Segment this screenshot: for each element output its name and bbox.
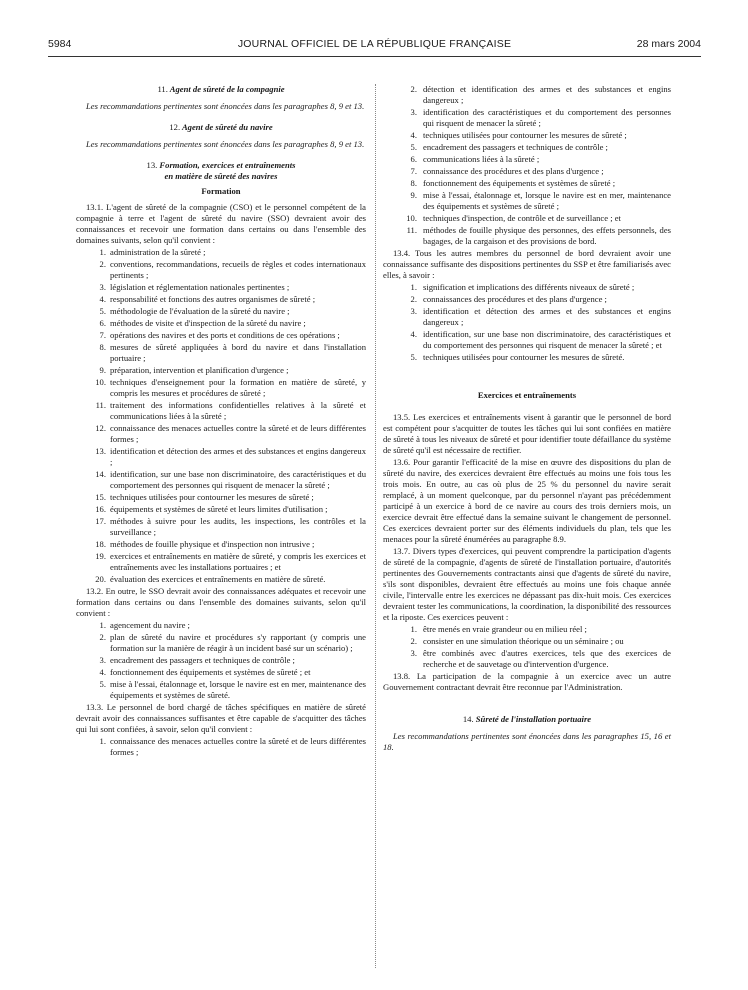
list-item xyxy=(383,648,671,670)
list-item xyxy=(383,178,671,189)
list-item xyxy=(383,130,671,141)
list-item-text: encadrement des passagers et techniques de contrôle ; xyxy=(110,655,295,665)
list-item-number: 11. xyxy=(406,225,417,235)
list-item-text: identification, sur une base non discriminatoire, des caractéristiques et du comportement des personnes qui risquent de menacer la sûreté ; et xyxy=(423,329,671,350)
paragraph-13-8: 13.8. La participation de la compagnie à un exercice avec un autre Gouvernement contractant devrait être reconnue par l'Administration. xyxy=(383,671,671,692)
section-11-heading: 11. Agent de sûreté de la compagnie xyxy=(157,84,285,94)
list-item-number: 2. xyxy=(99,632,106,642)
list-item-text: mise à l'essai, étalonnage et, lorsque le navire est en mer, maintenance des équipements et systèmes de sûreté ; xyxy=(423,190,671,211)
list-item-text: mesures de sûreté appliquées à bord du navire et dans l'installation portuaire ; xyxy=(110,342,366,363)
paragraph-13-5: 13.5. Les exercices et entraînements visent à garantir que le personnel de bord est compétent pour s'acquitter de toutes les tâches qui lui sont confiées en matière de sûreté à tous les niveaux de sûreté et pour identifier toute défaillance du système de sûreté qu'il est nécessaire de rectifier. xyxy=(383,412,671,455)
list-item-number: 3. xyxy=(410,648,417,658)
list-item-text: connaissance des procédures et des plans d'urgence ; xyxy=(423,166,604,176)
list-item xyxy=(383,142,671,153)
list-item-number: 16. xyxy=(95,504,106,514)
list-item-number: 19. xyxy=(95,551,106,561)
list-item-text: méthodologie de l'évaluation de la sûreté du navire ; xyxy=(110,306,290,316)
list-13-1 xyxy=(76,247,366,585)
list-item-number: 3. xyxy=(99,282,106,292)
list-item xyxy=(76,306,366,317)
list-item-number: 3. xyxy=(99,655,106,665)
list-item-number: 5. xyxy=(99,306,106,316)
list-item-number: 1. xyxy=(410,624,417,634)
list-item-text: préparation, intervention et planification d'urgence ; xyxy=(110,365,289,375)
section-13-heading: 13. Formation, exercices et entraînements en matière de sûreté des navires xyxy=(146,160,296,181)
subheading-formation: Formation xyxy=(201,186,241,196)
list-item xyxy=(76,469,366,491)
list-item-number: 10. xyxy=(406,213,417,223)
list-item-number: 4. xyxy=(99,294,106,304)
list-item-number: 8. xyxy=(99,342,106,352)
list-item-number: 10. xyxy=(95,377,106,387)
list-item xyxy=(383,84,671,106)
list-item xyxy=(76,632,366,654)
list-item-number: 4. xyxy=(410,329,417,339)
list-item-text: fonctionnement des équipements et systèmes de sûreté ; et xyxy=(110,667,311,677)
list-item-number: 12. xyxy=(95,423,106,433)
list-item-text: détection et identification des armes et des substances et engins dangereux ; xyxy=(423,84,671,105)
list-13-3-continued xyxy=(383,84,671,247)
list-item xyxy=(383,294,671,305)
list-item xyxy=(383,166,671,177)
list-item xyxy=(76,574,366,585)
list-item xyxy=(76,736,366,758)
list-item-text: responsabilité et fonctions des autres organismes de sûreté ; xyxy=(110,294,316,304)
paragraph-13-6: 13.6. Pour garantir l'efficacité de la mise en œuvre des dispositions du plan de sûreté du navire, des exercices devraient être effectués au moins une fois tous les trois mois. En outre, au cas où plus de 25 % du personnel du navire serait remplacé, à un moment quelconque, par du personnel n'ayant pas précédemment participé à un exercice à bord de ce navire au cours des trois derniers mois, un exercice devrait être effectué dans la semaine suivant le changement de personnel. Ces exercices devraient porter sur des éléments individuels du plan, tels que les menaces pour la sûreté énumérées au paragraphe 8.9. xyxy=(383,457,671,544)
list-13-4 xyxy=(383,282,671,363)
list-item-text: connaissance des menaces actuelles contre la sûreté et de leurs différentes formes ; xyxy=(110,736,366,757)
paragraph-13-2: 13.2. En outre, le SSO devrait avoir des connaissances adéquates et recevoir une formation dans certains ou dans l'ensemble des domaines suivants, selon qu'il convient : xyxy=(76,586,366,618)
list-item-text: équipements et systèmes de sûreté et leurs limites d'utilisation ; xyxy=(110,504,328,514)
list-item-number: 2. xyxy=(99,259,106,269)
list-item-number: 5. xyxy=(410,142,417,152)
list-item xyxy=(383,624,671,635)
list-item-text: méthodes de visite et d'inspection de la sûreté du navire ; xyxy=(110,318,306,328)
list-item xyxy=(76,679,366,701)
list-item-text: méthodes de fouille physique des personnes, des effets personnels, des bagages, de la cargaison et des provisions de bord. xyxy=(423,225,671,246)
list-item-text: identification, sur une base non discriminatoire, des caractéristiques et du comportement des personnes qui risquent de menacer la sûreté ; xyxy=(110,469,366,490)
list-13-2 xyxy=(76,620,366,701)
list-item-text: méthodes de fouille physique et d'inspection non intrusive ; xyxy=(110,539,315,549)
list-item xyxy=(383,329,671,351)
list-item-number: 3. xyxy=(410,107,417,117)
list-item-number: 7. xyxy=(410,166,417,176)
list-item-number: 3. xyxy=(410,306,417,316)
list-item xyxy=(383,190,671,212)
list-item xyxy=(383,352,671,363)
list-item xyxy=(383,306,671,328)
list-item-number: 13. xyxy=(95,446,106,456)
list-item xyxy=(76,330,366,341)
page-header xyxy=(48,34,701,54)
list-item-text: plan de sûreté du navire et procédures s'y rapportant (y compris une formation sur la manière de réagir à un incident basé sur un scénario) ; xyxy=(110,632,366,653)
list-item-text: exercices et entraînements en matière de sûreté, y compris les exercices et entraînements avec les installations portuaires ; et xyxy=(110,551,366,572)
list-item-number: 2. xyxy=(410,294,417,304)
list-item xyxy=(76,294,366,305)
list-item-number: 4. xyxy=(410,130,417,140)
paragraph-13-1: 13.1. L'agent de sûreté de la compagnie (CSO) et le personnel compétent de la compagnie à terre et l'agent de sûreté du navire (SSO) devraient avoir des connaissances et recevoir une formation dans certains ou dans l'ensemble des domaines suivants, selon qu'il convient : xyxy=(76,202,366,245)
list-item xyxy=(76,551,366,573)
list-item-number: 1. xyxy=(99,247,106,257)
section-14-note: Les recommandations pertinentes sont énoncées dans les paragraphes 15, 16 et 18. xyxy=(383,731,671,752)
list-item-number: 8. xyxy=(410,178,417,188)
paragraph-13-4: 13.4. Tous les autres membres du personnel de bord devraient avoir une connaissance suffisante des dispositions pertinentes du SSP et être familiarisés avec elles, à savoir : xyxy=(383,248,671,280)
journal-title: JOURNAL OFFICIEL DE LA RÉPUBLIQUE FRANÇAISE xyxy=(237,38,512,50)
list-item-text: administration de la sûreté ; xyxy=(110,247,206,257)
list-item-number: 2. xyxy=(410,636,417,646)
list-item-text: connaissances des procédures et des plans d'urgence ; xyxy=(423,294,607,304)
list-item-number: 5. xyxy=(99,679,106,689)
section-11-note: Les recommandations pertinentes sont énoncées dans les paragraphes 8, 9 et 13. xyxy=(86,101,365,111)
list-item-text: législation et réglementation nationales pertinentes ; xyxy=(110,282,290,292)
page-number: 5984 xyxy=(48,38,72,50)
list-item-text: communications liées à la sûreté ; xyxy=(423,154,540,164)
list-item-number: 9. xyxy=(410,190,417,200)
list-item-number: 1. xyxy=(410,282,417,292)
list-item-text: fonctionnement des équipements et systèmes de sûreté ; xyxy=(423,178,616,188)
paragraph-13-7: 13.7. Divers types d'exercices, qui peuvent comprendre la participation d'agents de sûreté de la compagnie, d'agents de sûreté de l'installation portuaire, d'autorités pertinentes des Gouvernements contractants ainsi que d'agents de sûreté du navire, s'ils sont disponibles, devraient être effectués au moins une fois chaque année civile, l'intervalle entre les exercices ne dépassant pas dix-huit mois. Ces exercices devraient tester les communications, la coordination, la disponibilité des ressources et la riposte. Ces exercices peuvent : xyxy=(383,546,671,622)
list-item xyxy=(76,377,366,399)
publication-date: 28 mars 2004 xyxy=(636,38,701,50)
list-item-text: signification et implications des différents niveaux de sûreté ; xyxy=(423,282,635,292)
list-item-number: 5. xyxy=(410,352,417,362)
list-item-text: agencement du navire ; xyxy=(110,620,190,630)
list-item xyxy=(76,667,366,678)
list-item xyxy=(383,225,671,247)
list-item-number: 4. xyxy=(99,667,106,677)
subheading-exercices: Exercices et entraînements xyxy=(477,390,577,400)
list-item xyxy=(76,539,366,550)
left-column xyxy=(76,84,366,759)
list-item-number: 11. xyxy=(95,400,106,410)
list-item xyxy=(76,342,366,364)
list-item-number: 20. xyxy=(95,574,106,584)
section-12-heading: 12. Agent de sûreté du navire xyxy=(169,122,273,132)
paragraph-13-3: 13.3. Le personnel de bord chargé de tâches spécifiques en matière de sûreté devrait avoir des connaissances suffisantes et être capable de s'acquitter des tâches qui lui sont confiées, à savoir, selon qu'il convient : xyxy=(76,702,366,734)
list-item-number: 7. xyxy=(99,330,106,340)
section-14-heading: 14. Sûreté de l'installation portuaire xyxy=(462,714,592,724)
list-item xyxy=(383,213,671,224)
list-item-text: identification et détection des armes et des substances et engins dangereux ; xyxy=(110,446,366,467)
list-item-text: techniques d'enseignement pour la formation en matière de sûreté, y compris les mesures et procédures de sûreté ; xyxy=(110,377,366,398)
list-item xyxy=(383,282,671,293)
list-item xyxy=(76,400,366,422)
list-item xyxy=(383,636,671,647)
list-item xyxy=(76,259,366,281)
list-item xyxy=(76,620,366,631)
list-item-text: consister en une simulation théorique ou un séminaire ; ou xyxy=(423,636,624,646)
list-item-text: techniques utilisées pour contourner les mesures de sûreté ; xyxy=(110,492,314,502)
list-item-number: 17. xyxy=(95,516,106,526)
list-item xyxy=(76,365,366,376)
list-item-text: identification des caractéristiques et du comportement des personnes qui risquent de menacer la sûreté ; xyxy=(423,107,671,128)
list-item-number: 6. xyxy=(99,318,106,328)
section-12-note: Les recommandations pertinentes sont énoncées dans les paragraphes 8, 9 et 13. xyxy=(86,139,365,149)
list-item xyxy=(76,655,366,666)
header-rule xyxy=(48,56,701,57)
list-item-number: 1. xyxy=(99,736,106,746)
list-item-text: opérations des navires et des ports et conditions de ces opérations ; xyxy=(110,330,340,340)
list-item xyxy=(383,154,671,165)
list-item xyxy=(76,423,366,445)
list-item-number: 2. xyxy=(410,84,417,94)
list-item xyxy=(383,107,671,129)
right-column xyxy=(383,84,671,763)
list-item-text: être menés en vraie grandeur ou en milieu réel ; xyxy=(423,624,587,634)
list-13-7 xyxy=(383,624,671,670)
list-item xyxy=(76,446,366,468)
list-item-number: 9. xyxy=(99,365,106,375)
column-divider xyxy=(375,84,376,968)
list-item-text: identification et détection des armes et des substances et engins dangereux ; xyxy=(423,306,671,327)
list-item xyxy=(76,492,366,503)
list-item-text: techniques d'inspection, de contrôle et de surveillance ; et xyxy=(423,213,621,223)
list-item xyxy=(76,516,366,538)
list-item-text: mise à l'essai, étalonnage et, lorsque le navire est en mer, maintenance des équipements et systèmes de sûreté. xyxy=(110,679,366,700)
list-item-text: conventions, recommandations, recueils de règles et codes internationaux pertinents ; xyxy=(110,259,366,280)
list-item-text: traitement des informations confidentielles relatives à la sûreté et communications liées à la sûreté ; xyxy=(110,400,366,421)
list-item-text: techniques utilisées pour contourner les mesures de sûreté ; xyxy=(423,130,627,140)
list-13-3 xyxy=(76,736,366,758)
list-item-text: être combinés avec d'autres exercices, tels que des exercices de recherche et de sauvetage ou d'intervention d'urgence. xyxy=(423,648,671,669)
list-item-number: 6. xyxy=(410,154,417,164)
list-item-text: techniques utilisées pour contourner les mesures de sûreté. xyxy=(423,352,625,362)
list-item-text: encadrement des passagers et techniques de contrôle ; xyxy=(423,142,608,152)
list-item-text: évaluation des exercices et entraînements en matière de sûreté. xyxy=(110,574,326,584)
list-item xyxy=(76,247,366,258)
list-item xyxy=(76,504,366,515)
list-item-number: 18. xyxy=(95,539,106,549)
list-item-text: méthodes à suivre pour les audits, les inspections, les contrôles et la surveillance ; xyxy=(110,516,366,537)
list-item xyxy=(76,282,366,293)
list-item xyxy=(76,318,366,329)
list-item-text: connaissance des menaces actuelles contre la sûreté et de leurs différentes formes ; xyxy=(110,423,366,444)
list-item-number: 14. xyxy=(95,469,106,479)
list-item-number: 15. xyxy=(95,492,106,502)
list-item-number: 1. xyxy=(99,620,106,630)
